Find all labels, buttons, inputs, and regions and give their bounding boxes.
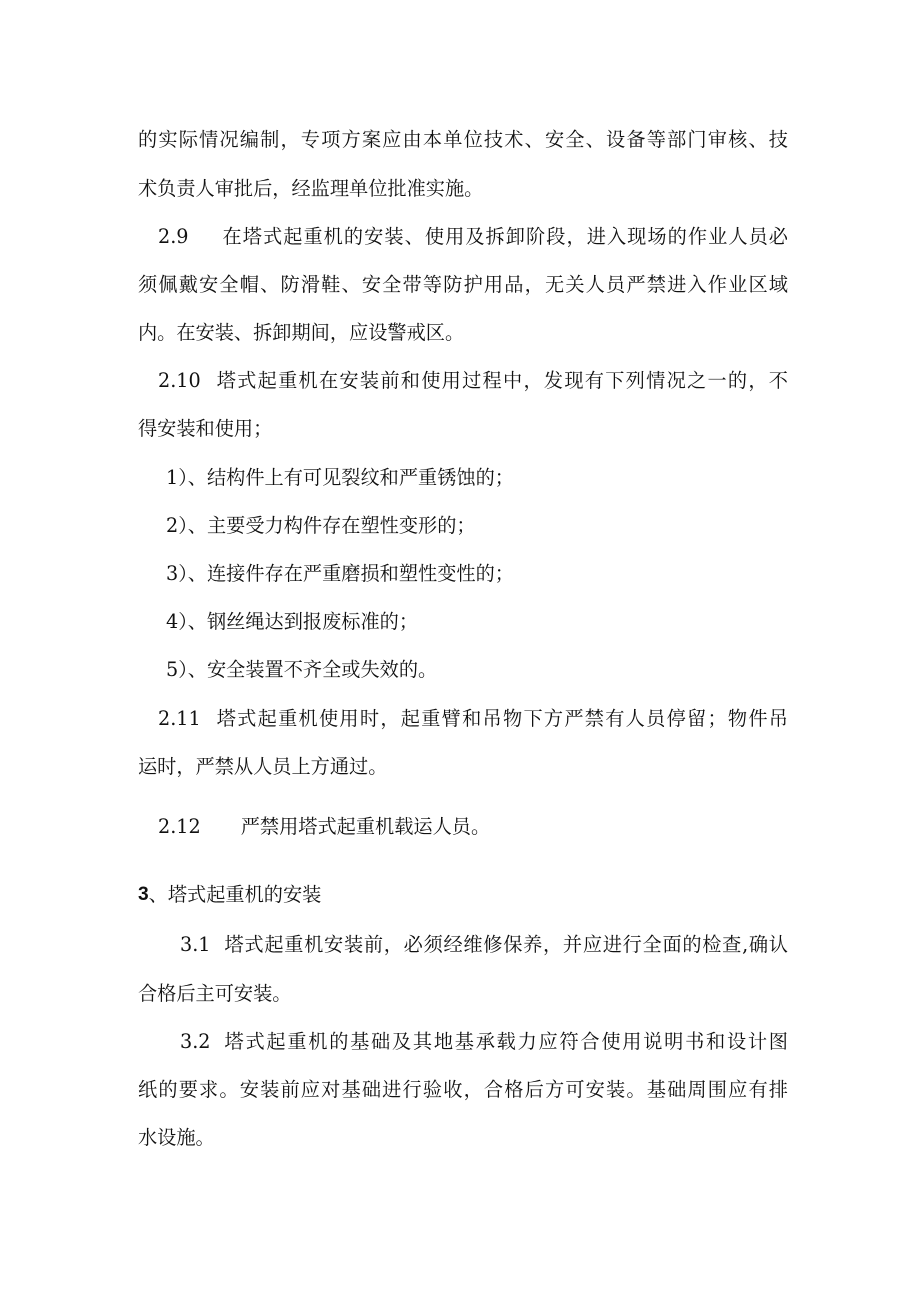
- line-text: 得安装和使用；: [138, 417, 273, 440]
- list-number: 2）、: [166, 514, 207, 537]
- clause-number: 3.1: [180, 933, 211, 956]
- list-text: 主要受力构件存在塑性变形的；: [206, 514, 476, 537]
- line-text: 须佩戴安全帽、防滑鞋、安全带等防护用品，无关人员严禁进入作业区域: [138, 273, 788, 296]
- section-number: 3: [138, 884, 149, 905]
- clause-2-12: [158, 810, 788, 844]
- list-item-5: [166, 653, 788, 687]
- clause-3-2-line-1: [180, 1025, 788, 1059]
- line-text: 塔式起重机在安装前和使用过程中，发现有下列情况之一的，不: [216, 369, 788, 392]
- list-text: 钢丝绳达到报废标准的；: [206, 610, 419, 633]
- line-text: 水设施。: [138, 1126, 215, 1149]
- line-text: 纸的要求。安装前应对基础进行验收，合格后方可安装。基础周围应有排: [138, 1078, 788, 1101]
- line-text: 术负责人审批后，经监理单位批准实施。: [138, 177, 484, 200]
- clause-number: 2.9: [158, 225, 189, 248]
- line-text: 塔式起重机安装前，必须经维修保养，并应进行全面的检查,确认: [224, 933, 788, 956]
- list-number: 4）、: [166, 610, 207, 633]
- clause-number: 2.10: [158, 369, 201, 392]
- line-text: 的实际情况编制，专项方案应由本单位技术、安全、设备等部门审核、技: [138, 128, 788, 151]
- clause-3-1-line-1: [180, 928, 788, 962]
- line-text: 严禁用塔式起重机载运人员。: [240, 815, 491, 838]
- list-text: 连接件存在严重磨损和塑性变性的；: [206, 562, 514, 585]
- clause-2-9-line-1: [158, 220, 788, 254]
- paragraph-line-1: [138, 123, 788, 157]
- clause-3-2-line-2: [138, 1073, 788, 1107]
- list-number: 3）、: [166, 562, 207, 585]
- list-text: 安全装置不齐全或失效的。: [206, 658, 438, 681]
- line-text: 内。在安装、拆卸期间，应设警戒区。: [138, 321, 465, 344]
- clause-2-10-line-2: [138, 412, 788, 446]
- clause-2-9-line-2: [138, 268, 788, 302]
- line-text: 运时，严禁从人员上方通过。: [138, 755, 388, 778]
- line-text: 塔式起重机的基础及其地基承载力应符合使用说明书和设计图: [224, 1030, 788, 1053]
- clause-number: 3.2: [180, 1030, 211, 1053]
- clause-2-9-line-3: [138, 316, 788, 350]
- clause-3-1-line-2: [138, 977, 788, 1011]
- clause-2-11-line-2: [138, 750, 788, 784]
- list-item-2: [166, 509, 788, 543]
- line-text: 塔式起重机使用时，起重臂和吊物下方严禁有人员停留；物件吊: [216, 707, 788, 730]
- clause-2-11-line-1: [158, 702, 788, 736]
- section-heading-3: [138, 878, 788, 912]
- section-title: 、塔式起重机的安装: [148, 883, 322, 906]
- clause-number: 2.12: [158, 815, 201, 838]
- clause-number: 2.11: [158, 707, 201, 730]
- paragraph-line-2: [138, 172, 788, 206]
- list-item-1: [166, 461, 788, 495]
- clause-3-2-line-3: [138, 1121, 788, 1155]
- list-number: 1）、: [166, 466, 207, 489]
- clause-2-10-line-1: [158, 364, 788, 398]
- list-item-4: [166, 605, 788, 639]
- list-item-3: [166, 557, 788, 591]
- list-number: 5）、: [166, 658, 207, 681]
- line-text: 合格后主可安装。: [138, 982, 292, 1005]
- line-text: 在塔式起重机的安装、使用及拆卸阶段，进入现场的作业人员必: [222, 225, 788, 248]
- list-text: 结构件上有可见裂纹和严重锈蚀的；: [206, 466, 514, 489]
